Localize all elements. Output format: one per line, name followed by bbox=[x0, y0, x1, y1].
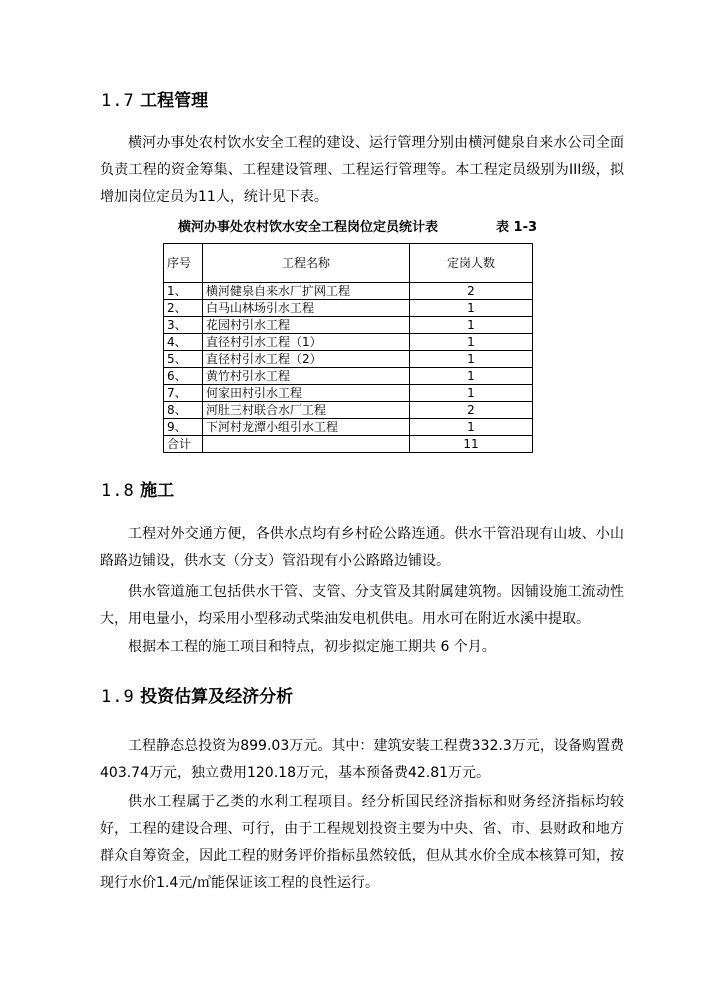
section-title: 工程管理 bbox=[140, 91, 209, 111]
row-count: 1 bbox=[410, 368, 533, 385]
section-1-8-paragraph: 根据本工程的施工项目和特点，初步拟定施工期共 6 个月。 bbox=[128, 639, 496, 655]
row-count: 1 bbox=[410, 317, 533, 334]
row-name: 黄竹村引水工程 bbox=[203, 368, 410, 385]
row-name: 何家田村引水工程 bbox=[203, 385, 410, 402]
row-no: 2、 bbox=[164, 300, 203, 317]
section-number: 1.9 bbox=[101, 687, 135, 707]
section-1-9-paragraph: 工程静态总投资为899.03万元。其中：建筑安装工程费332.3万元，设备购置费403.74万元，独立费用120.18万元，基本预备费42.81万元。 bbox=[100, 738, 624, 781]
section-title: 施工 bbox=[140, 481, 175, 501]
row-name: 横河健泉自来水厂扩网工程 bbox=[203, 283, 410, 300]
header-cell-count: 定岗人数 bbox=[410, 244, 533, 283]
row-count: 2 bbox=[410, 283, 533, 300]
row-name: 直径村引水工程（2） bbox=[203, 351, 410, 368]
table-row bbox=[164, 385, 533, 402]
section-1-7-paragraph: 横河办事处农村饮水安全工程的建设、运行管理分别由横河健泉自来水公司全面负责工程的资金筹集、工程建设管理、工程运行管理等。本工程定员级别为III级，拟增加岗位定员为11人，统计见下表。 bbox=[100, 135, 624, 205]
row-no: 4、 bbox=[164, 334, 203, 351]
section-1-8-paragraph: 供水管道施工包括供水干管、支管、分支管及其附属建筑物。因铺设施工流动性大，用电量小，均采用小型移动式柴油发电机供电。用水可在附近水溪中提取。 bbox=[100, 584, 624, 627]
row-count: 1 bbox=[410, 385, 533, 402]
table-row bbox=[164, 351, 533, 368]
table-row bbox=[164, 334, 533, 351]
row-name: 直径村引水工程（1） bbox=[203, 334, 410, 351]
header-cell-name: 工程名称 bbox=[203, 244, 410, 283]
table-row bbox=[164, 419, 533, 436]
table-header-row bbox=[164, 244, 533, 283]
row-no: 6、 bbox=[164, 368, 203, 385]
staffing-table bbox=[163, 243, 533, 453]
table-row bbox=[164, 300, 533, 317]
row-count: 1 bbox=[410, 300, 533, 317]
header-cell-no: 序号 bbox=[164, 244, 203, 283]
section-number: 1.7 bbox=[101, 91, 135, 111]
table-row bbox=[164, 402, 533, 419]
table-row bbox=[164, 317, 533, 334]
table-number: 表 1-3 bbox=[496, 220, 538, 235]
table-title: 横河办事处农村饮水安全工程岗位定员统计表 bbox=[178, 220, 439, 235]
row-no: 7、 bbox=[164, 385, 203, 402]
row-no: 9、 bbox=[164, 419, 203, 436]
section-1-9-paragraph: 供水工程属于乙类的水利工程项目。经分析国民经济指标和财务经济指标均较好，工程的建设合理、可行，由于工程规划投资主要为中央、省、市、县财政和地方群众自筹资金，因此工程的财务评价指标虽然较低，但从其水价全成本核算可知，按现行水价1.4元/㎥能保证该工程的良性运行。 bbox=[100, 794, 624, 891]
section-heading-1-7 bbox=[101, 86, 208, 111]
table-caption bbox=[178, 216, 538, 235]
row-no: 3、 bbox=[164, 317, 203, 334]
row-no: 5、 bbox=[164, 351, 203, 368]
total-count: 11 bbox=[410, 436, 533, 453]
row-name: 下河村龙潭小组引水工程 bbox=[203, 419, 410, 436]
table-row bbox=[164, 368, 533, 385]
table-row bbox=[164, 283, 533, 300]
row-count: 1 bbox=[410, 419, 533, 436]
total-label: 合计 bbox=[164, 436, 203, 453]
section-heading-1-8 bbox=[101, 476, 174, 501]
section-title: 投资估算及经济分析 bbox=[140, 687, 294, 707]
total-name bbox=[203, 436, 410, 453]
row-name: 白马山林场引水工程 bbox=[203, 300, 410, 317]
row-no: 8、 bbox=[164, 402, 203, 419]
row-name: 河肚三村联合水厂工程 bbox=[203, 402, 410, 419]
row-count: 1 bbox=[410, 351, 533, 368]
row-name: 花园村引水工程 bbox=[203, 317, 410, 334]
section-heading-1-9 bbox=[101, 682, 293, 707]
row-count: 1 bbox=[410, 334, 533, 351]
row-count: 2 bbox=[410, 402, 533, 419]
table-total-row bbox=[164, 436, 533, 453]
section-1-8-paragraph: 工程对外交通方便，各供水点均有乡村砼公路连通。供水干管沿现有山坡、小山路路边铺设，供水支（分支）管沿现有小公路路边铺设。 bbox=[100, 526, 624, 569]
section-number: 1.8 bbox=[101, 481, 135, 501]
row-no: 1、 bbox=[164, 283, 203, 300]
